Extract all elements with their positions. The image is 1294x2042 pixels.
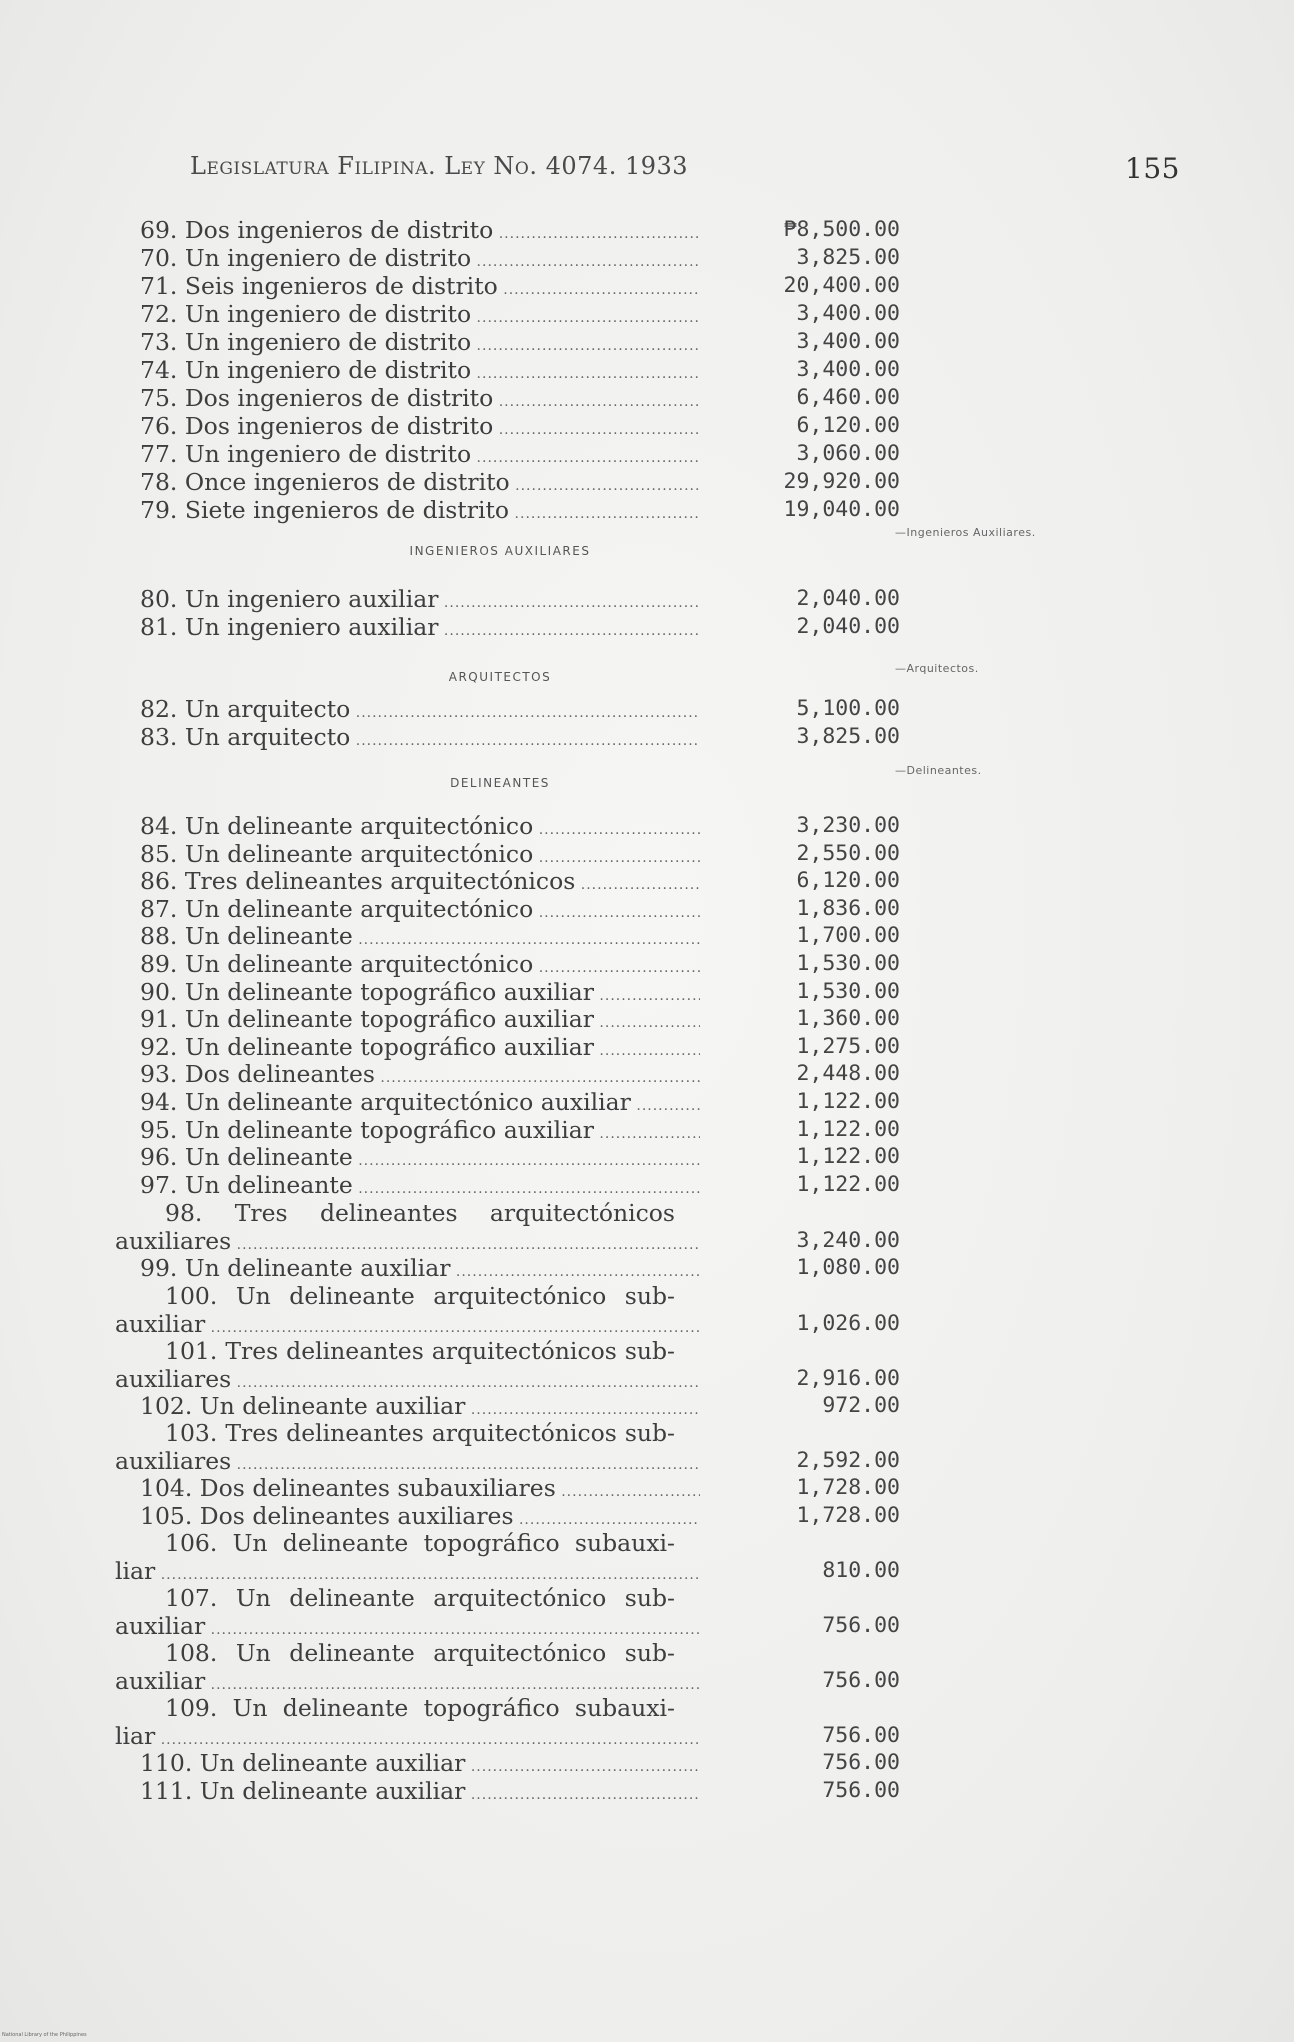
item-description: 106. Un delineante topográfico subauxi- (165, 1529, 675, 1557)
item-description: 79. Siete ingenieros de distrito ..... (140, 496, 700, 528)
item-description-continued: auxiliares ..... (115, 1365, 700, 1397)
item-description: 80. Un ingeniero auxiliar ..... (140, 585, 700, 617)
item-amount: 972.00 (822, 1392, 900, 1418)
section-heading-arch: ARQUITECTOS (448, 670, 552, 684)
item-description: 71. Seis ingenieros de distrito ..... (140, 272, 700, 304)
list-item (140, 384, 900, 412)
item-description-continued: auxiliares ..... (115, 1227, 700, 1259)
item-amount: 2,040.00 (796, 614, 900, 639)
item-amount: 3,240.00 (796, 1228, 900, 1253)
item-amount: 19,040.00 (783, 497, 900, 522)
list-item (140, 585, 900, 613)
running-title: Legislatura Filipina. Ley No. 4074. 1933 (190, 152, 689, 180)
item-description: 72. Un ingeniero de distrito ..... (140, 300, 700, 332)
list-item (140, 440, 900, 468)
list-item (140, 468, 900, 496)
item-description: 92. Un delineante topográfico auxiliar ..... (140, 1033, 700, 1065)
item-description: 95. Un delineante topográfico auxiliar ..... (140, 1116, 700, 1148)
item-amount: 2,550.00 (796, 840, 900, 866)
list-item (115, 1337, 900, 1393)
list-item (140, 244, 900, 272)
list-item (140, 1474, 900, 1502)
item-description: 84. Un delineante arquitectónico ..... (140, 812, 700, 844)
item-description: 89. Un delineante arquitectónico ..... (140, 950, 700, 982)
item-amount: 756.00 (822, 1613, 900, 1638)
item-description: 69. Dos ingenieros de distrito ..... (140, 216, 700, 248)
item-amount: 29,920.00 (783, 469, 900, 494)
item-amount: 1,728.00 (796, 1475, 900, 1500)
item-amount: 1,700.00 (796, 923, 900, 949)
item-description: 70. Un ingeniero de distrito ..... (140, 244, 700, 276)
item-description-continued: auxiliar ..... (115, 1310, 700, 1342)
list-item (115, 1584, 900, 1640)
item-description: 100. Un delineante arquitectónico sub- (165, 1281, 675, 1310)
item-amount: 756.00 (822, 1777, 900, 1803)
list-item (115, 1199, 900, 1255)
item-amount: 2,592.00 (796, 1448, 900, 1473)
item-description: 94. Un delineante arquitectónico auxiliar ..... (140, 1088, 700, 1120)
list-item (140, 695, 900, 723)
item-description: 87. Un delineante arquitectónico ..... (140, 895, 700, 927)
item-amount: 3,825.00 (796, 245, 900, 270)
margin-note-arch: —Arquitectos. (895, 662, 979, 675)
list-item (115, 1419, 900, 1475)
item-description: 104. Dos delineantes subauxiliares ..... (140, 1474, 700, 1506)
item-description-continued: auxiliar ..... (115, 1667, 700, 1699)
item-amount: 756.00 (822, 1723, 900, 1748)
item-description: 86. Tres delineantes arquitectónicos ..... (140, 867, 700, 899)
item-amount: 1,026.00 (796, 1310, 900, 1336)
item-description: 78. Once ingenieros de distrito ..... (140, 468, 700, 500)
list-item (140, 1116, 900, 1144)
item-amount: 2,040.00 (796, 586, 900, 611)
list-item (140, 840, 900, 868)
list-item (140, 300, 900, 328)
list-item (140, 1060, 900, 1088)
item-description: 105. Dos delineantes auxiliares ..... (140, 1502, 700, 1534)
item-amount: 810.00 (822, 1558, 900, 1583)
item-description: 73. Un ingeniero de distrito ..... (140, 328, 700, 360)
item-amount: 756.00 (822, 1668, 900, 1693)
page-number: 155 (1125, 152, 1180, 185)
list-item (115, 1694, 900, 1750)
item-description: 97. Un delineante ..... (140, 1171, 700, 1203)
list-item (140, 812, 900, 840)
list-item (140, 895, 900, 923)
footer-credit: National Library of the Philippines (2, 2032, 87, 2038)
item-description-continued: liar ..... (115, 1557, 700, 1589)
section-heading-drafts: DELINEANTES (450, 776, 550, 790)
list-item (140, 978, 900, 1006)
item-description: 75. Dos ingenieros de distrito ..... (140, 384, 700, 416)
item-amount: 1,122.00 (796, 1144, 900, 1170)
item-description: 81. Un ingeniero auxiliar ..... (140, 613, 700, 645)
list-item (140, 1033, 900, 1061)
item-description: 109. Un delineante topográfico subauxi- (165, 1694, 675, 1722)
item-amount: 2,916.00 (796, 1365, 900, 1391)
list-item (140, 1254, 900, 1282)
item-amount: 1,530.00 (796, 978, 900, 1004)
list-item (140, 1502, 900, 1530)
item-amount: 1,275.00 (796, 1033, 900, 1059)
item-amount: 3,060.00 (796, 441, 900, 466)
item-description: 108. Un delineante arquitectónico sub- (165, 1639, 675, 1667)
item-amount: 1,530.00 (796, 951, 900, 976)
item-description: 110. Un delineante auxiliar ..... (140, 1749, 700, 1781)
item-amount: 3,230.00 (796, 813, 900, 838)
item-amount: 1,122.00 (796, 1089, 900, 1114)
item-amount: 3,400.00 (796, 329, 900, 354)
item-description: 103. Tres delineantes arquitectónicos sub- (165, 1419, 675, 1447)
item-description: 99. Un delineante auxiliar ..... (140, 1254, 700, 1286)
item-amount: 2,448.00 (796, 1061, 900, 1087)
list-item (140, 1171, 900, 1199)
list-item (140, 216, 900, 244)
item-amount: 756.00 (822, 1750, 900, 1775)
list-item (115, 1282, 900, 1338)
item-description: 111. Un delineante auxiliar ..... (140, 1777, 700, 1809)
item-description: 101. Tres delineantes arquitectónicos sub- (165, 1336, 675, 1365)
item-amount: 6,120.00 (796, 868, 900, 894)
page-header (190, 152, 1180, 185)
item-description: 76. Dos ingenieros de distrito ..... (140, 412, 700, 444)
list-item (140, 950, 900, 978)
list-item (140, 412, 900, 440)
margin-note-drafts: —Delineantes. (895, 764, 982, 777)
item-description-continued: liar ..... (115, 1722, 700, 1754)
margin-note-aux: —Ingenieros Auxiliares. (895, 526, 1036, 539)
list-item (140, 922, 900, 950)
item-amount: 1,122.00 (796, 1116, 900, 1142)
item-amount: 6,460.00 (796, 385, 900, 410)
item-description: 96. Un delineante ..... (140, 1143, 700, 1175)
list-item (140, 867, 900, 895)
list-item (140, 1392, 900, 1420)
item-amount: 3,400.00 (796, 357, 900, 382)
item-description: 91. Un delineante topográfico auxiliar ..... (140, 1005, 700, 1037)
item-description: 88. Un delineante ..... (140, 922, 700, 954)
section-heading-aux: INGENIEROS AUXILIARES (409, 544, 591, 558)
item-description-continued: auxiliares ..... (115, 1447, 700, 1479)
item-description: 93. Dos delineantes ..... (140, 1060, 700, 1092)
item-amount: 1,122.00 (796, 1171, 900, 1197)
item-description: 74. Un ingeniero de distrito ..... (140, 356, 700, 388)
list-item (140, 1005, 900, 1033)
item-amount: 1,080.00 (796, 1255, 900, 1280)
item-amount: ₱8,500.00 (783, 217, 900, 242)
item-description: 77. Un ingeniero de distrito ..... (140, 440, 700, 472)
list-item (140, 1143, 900, 1171)
item-description: 102. Un delineante auxiliar ..... (140, 1392, 700, 1424)
item-amount: 1,728.00 (796, 1502, 900, 1528)
item-amount: 3,400.00 (796, 301, 900, 326)
list-item (140, 723, 900, 751)
item-amount: 5,100.00 (796, 696, 900, 721)
list-item (140, 356, 900, 384)
item-amount: 20,400.00 (783, 273, 900, 298)
item-amount: 1,836.00 (796, 895, 900, 921)
list-item (140, 1749, 900, 1777)
item-description: 82. Un arquitecto ..... (140, 695, 700, 727)
list-item (140, 328, 900, 356)
list-item (140, 1777, 900, 1805)
item-description: 98. Tres delineantes arquitectónicos (165, 1199, 675, 1227)
list-item (140, 613, 900, 641)
item-description: 90. Un delineante topográfico auxiliar ..... (140, 978, 700, 1010)
item-description: 85. Un delineante arquitectónico ..... (140, 840, 700, 872)
list-item (115, 1529, 900, 1585)
list-item (140, 1088, 900, 1116)
list-item (140, 272, 900, 300)
item-description: 83. Un arquitecto ..... (140, 723, 700, 755)
item-description-continued: auxiliar ..... (115, 1612, 700, 1644)
list-item (140, 496, 900, 524)
item-amount: 3,825.00 (796, 724, 900, 749)
item-description: 107. Un delineante arquitectónico sub- (165, 1584, 675, 1612)
list-item (115, 1639, 900, 1695)
item-amount: 6,120.00 (796, 413, 900, 438)
item-amount: 1,360.00 (796, 1006, 900, 1032)
